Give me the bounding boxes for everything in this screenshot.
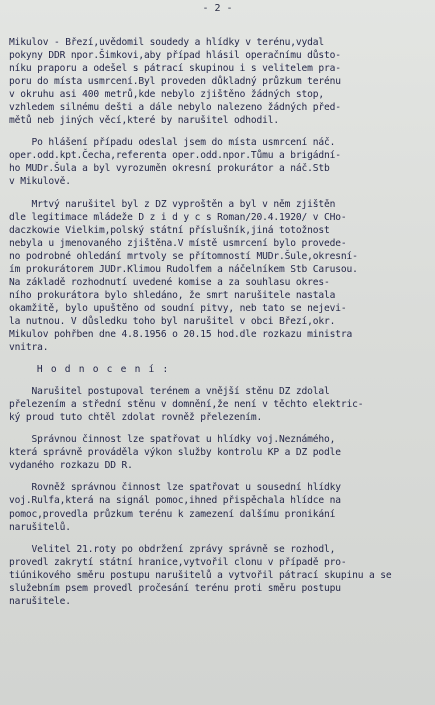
text-line: Velitel 21.roty po obdržení zprávy správně se rozhodl, xyxy=(9,543,336,555)
text-line: dle legitimace mládeže D z i d y c s Roman/20.4.1920/ v CHo- xyxy=(9,211,347,223)
paragraph xyxy=(9,433,431,472)
page-number: - 2 - xyxy=(202,3,233,14)
text-line: H o d n o c e n í : xyxy=(9,364,170,376)
text-line: nebyla u jmenovaného zjištěna.V místě usmrcení bylo provede- xyxy=(9,237,347,249)
paragraph-gap xyxy=(9,354,431,363)
paragraph-gap xyxy=(9,127,431,136)
text-line: provedl zakrytí státní hranice,vytvořil clonu v případě pro- xyxy=(9,556,347,568)
paragraph xyxy=(9,136,431,188)
text-line: tiúnikového směru postupu narušitelů a vytvořil pátrací skupinu a se xyxy=(9,569,392,581)
text-line: níku praporu a odešel s pátrací skupinou i s velitelem pra- xyxy=(9,63,341,75)
text-line: služebním psem provedl pročesání terénu proti směru postupu xyxy=(9,582,341,594)
paragraph xyxy=(9,36,431,127)
text-line: okamžitě, bylo upuštěno od soudní pitvy, neb tato se nejevi- xyxy=(9,302,347,314)
text-line: Narušitel postupoval terénem a vnější stěnu DZ zdolal xyxy=(9,386,330,398)
text-line: která správně prováděla výkon služby kontrolu KP a DZ podle xyxy=(9,447,341,459)
text-line: Po hlášení případu odeslal jsem do místa usmrcení náč. xyxy=(9,137,336,149)
text-line: ký proud tuto chtěl zdolat rovněž přelezením. xyxy=(9,412,263,424)
section-heading xyxy=(9,363,431,376)
text-line: ho MUDr.Šula a byl vyrozuměn okresní prokurátor a náč.Stb xyxy=(9,163,330,175)
text-line: ím prokurátorem JUDr.Klimou Rudolfem a náčelníkem Stb Carusou. xyxy=(9,263,358,275)
paragraph xyxy=(9,481,431,533)
text-line: mětů neb jiných věcí,které by narušitel odhodil. xyxy=(9,115,280,127)
text-line: v okruhu asi 400 metrů,kde nebylo zjištěno žádných stop, xyxy=(9,89,325,101)
paragraph xyxy=(9,385,431,424)
text-line: pomoc,provedla průzkum terénu k zamezení dalšímu pronikání xyxy=(9,508,336,520)
paragraph xyxy=(9,543,431,608)
paragraph-gap xyxy=(9,424,431,433)
text-line: oper.odd.kpt.Čecha,referenta oper.odd.npor.Tůmu a brigádní- xyxy=(9,150,341,162)
text-line: vnitra. xyxy=(9,342,49,354)
text-line: Správnou činnost lze spatřovat u hlídky voj.Neznámého, xyxy=(9,434,336,446)
text-line: vzhledem silnému dešti a dále nebylo nalezeno žádných před- xyxy=(9,102,341,114)
text-line: ního prokurátora bylo shledáno, že smrt narušitele nastala xyxy=(9,289,336,301)
text-line: Na základě rozhodnutí uvedené komise a za souhlasu okres- xyxy=(9,276,330,288)
paragraph-gap xyxy=(9,189,431,198)
paragraph-gap xyxy=(9,534,431,543)
text-line: v Mikulově. xyxy=(9,176,71,188)
text-line: Mikulov pohřben dne 4.8.1956 o 20.15 hod.dle rozkazu ministra xyxy=(9,328,353,340)
paragraph-gap xyxy=(9,472,431,481)
text-line: voj.Rulfa,která na signál pomoc,ihned přispěchala hlídce na xyxy=(9,495,341,507)
text-line: Rovněž správnou činnost lze spatřovat u sousední hlídky xyxy=(9,482,341,494)
text-line: daczkowie Vielkim,polský státní příslušník,jiná totožnost xyxy=(9,224,330,236)
paragraph xyxy=(9,198,431,355)
text-line: vydaného rozkazu DD R. xyxy=(9,460,133,472)
text-line: pokyny DDR npor.Šimkovi,aby případ hlásil operačnímu důsto- xyxy=(9,50,341,62)
text-line: no podrobné ohledání mrtvoly se přítomností MUDr.Šule,okresní- xyxy=(9,250,358,262)
paragraph-gap xyxy=(9,376,431,385)
text-line: narušitelů. xyxy=(9,521,71,533)
text-line: poru do místa usmrcení.Byl proveden důkladný průzkum terénu xyxy=(9,76,341,88)
text-line: la nutnou. V důsledku toho byl narušitel v obci Březí,okr. xyxy=(9,315,336,327)
document-body xyxy=(9,36,431,608)
text-line: Mrtvý narušitel byl z DZ vyproštěn a byl v něm zjištěn xyxy=(9,198,336,210)
text-line: přelezením a střední stěnu v domnění,že není v těchto elektric- xyxy=(9,399,364,411)
text-line: narušitele. xyxy=(9,595,71,607)
text-line: Mikulov - Březí,uvědomil soudedy a hlídky v terénu,vydal xyxy=(9,37,325,48)
